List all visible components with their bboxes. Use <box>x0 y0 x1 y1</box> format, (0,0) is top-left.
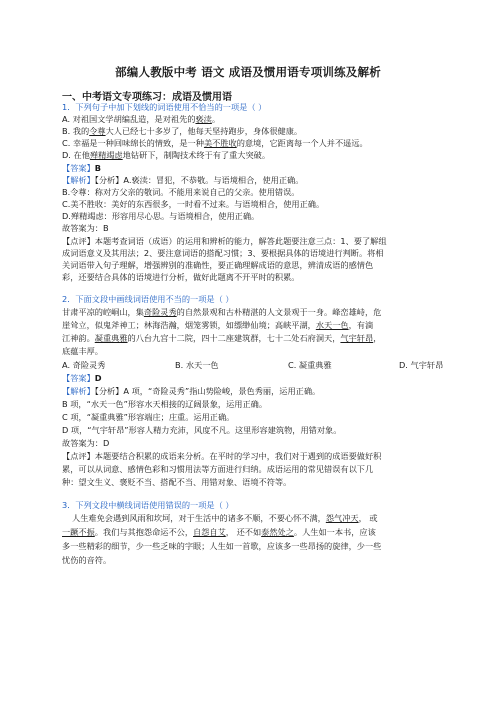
passage-text: 人生难免会遇到风雨和坎坷，对于生活中的诸多不顺，不要心怀不满， <box>72 513 326 523</box>
q1-option-a-underlined: 亵渎 <box>195 114 212 124</box>
analysis-line: 故答案为：D <box>62 438 110 448</box>
q2-analysis <box>62 386 320 397</box>
passage-text: 的八台九宫十二院，四十二座建筑群，七十二处石府洞天， <box>127 333 341 343</box>
q1-option-a-text: A. 对祖国文学胡编乱造，是对祖先的 <box>62 114 196 124</box>
q2-option-b: B. 水天一色 <box>175 360 219 370</box>
analysis-line: D.殚精竭虑：形容用尽心思。与语境相合，使用正确。 <box>62 211 260 221</box>
analysis-line: B 项，“水天一色”形容水天相接的辽阔景象，运用正确。 <box>62 399 268 409</box>
passage-underlined: 泰然处之 <box>261 527 294 537</box>
analysis-line: 故答案为：B <box>62 223 109 233</box>
q2-passage-line <box>62 320 373 331</box>
q1-option-b-text: B. 我的 <box>62 126 90 136</box>
q3-passage-line: 忧伤的音符。 <box>62 555 112 565</box>
q1-answer <box>62 163 101 174</box>
analysis-line: C.美不胜收：美好的东西很多，一时看不过来。与语境相合，使用正确。 <box>62 199 325 209</box>
section-heading: 一、中考语文专项练习：成语及惯用语 <box>62 92 232 103</box>
q2-option-a: A. 奇险灵秀 <box>62 360 106 370</box>
passage-underlined: 自怨自艾 <box>193 527 226 537</box>
comment-line: 成词语意义及其用法；2、要注意词语的搭配习惯；3、要根据具体的语境进行判断。将相 <box>62 248 384 258</box>
q1-stem: 1．下列句子中加下划线的词语使用不恰当的一项是（ ） <box>62 102 267 112</box>
passage-text: 。我们与其抱怨命运不公， <box>94 527 194 537</box>
q1-option-d-tail: 地钻研下，制陶技术终于有了重大突破。 <box>122 150 271 160</box>
passage-text: 江神韵。 <box>62 333 95 343</box>
passage-text: 。人生如一本书，应该 <box>293 527 376 537</box>
q1-option-d <box>62 150 270 161</box>
q1-option-c-text: C. 幸福是一种回味绵长的情致，是一种 <box>62 138 204 148</box>
q2-passage-line: 底蕴丰厚。 <box>62 346 103 356</box>
comment-line: 【点评】本题考查词语（成语）的运用和辨析的能力，解答此题要注意三点：1、要了解组 <box>62 236 387 246</box>
passage-text: ， 还不如 <box>225 527 262 537</box>
analysis-line: B.令尊：称对方父亲的敬词。不能用来说自己的父亲。使用错误。 <box>62 187 300 197</box>
q1-option-c <box>62 138 368 149</box>
q1-analysis <box>62 175 303 186</box>
comment-line: 种：望文生义、褒贬不当、搭配不当、用错对象、语境不符等。 <box>62 477 292 487</box>
answer-tag: 【答案】 <box>62 373 95 383</box>
passage-underlined: 气宇轩昂 <box>340 333 374 343</box>
q2-option-c: C. 凝重典雅 <box>288 360 332 370</box>
answer-value: B <box>94 163 102 173</box>
passage-text: 的自然景观和古朴精湛的人文景观于一身。峰峦雄峙，危 <box>176 307 382 317</box>
analysis-line: 【分析】A 项，“奇险灵秀”指山势险峻，景色秀丽，运用正确。 <box>94 386 321 396</box>
passage-underlined: 怨气冲天 <box>325 513 359 523</box>
q3-stem: 3．下列文段中横线词语使用错误的一项是（ ） <box>62 500 234 510</box>
passage-underlined: 奇险灵秀 <box>143 307 177 317</box>
analysis-line: 【分析】A.亵渎：冒犯，不恭敬。与语境相合，使用正确。 <box>94 175 304 185</box>
q1-option-b-tail: 大人已经七十多岁了，他每天坚持跑步，身体很健康。 <box>105 126 303 136</box>
q3-passage-line <box>72 513 378 524</box>
passage-text: ，有滴 <box>348 320 374 330</box>
passage-text: 崖耸立，似鬼斧神工；林海浩瀚，烟笼雾锁，如缥缈仙境；高峡平湖， <box>62 320 316 330</box>
q1-option-b-underlined: 令尊 <box>89 126 106 136</box>
passage-text: ， 或 <box>358 513 378 523</box>
comment-line: 【点评】本题要结合积累的成语来分析。在平时的学习中，我们对于遇到的成语要做好积 <box>62 451 382 461</box>
q3-passage-line: 多一些精彩的细节，少一些乏味的字眼；人生如一首歌，应该多一些昂扬的旋律，少一些 <box>62 541 382 551</box>
q2-option-d: D. 气宇轩昂 <box>399 360 444 370</box>
analysis-line: D 项，“气宇轩昂”形容人精力充沛，风度不凡。这里形容建筑物，用错对象。 <box>62 425 342 435</box>
comment-line: 累，可以从词意、感情色彩和习惯用法等方面进行归纳。成语运用的常见错误有以下几 <box>62 464 374 474</box>
q1-option-c-tail: 的意境，它距离每一个人并不遥远。 <box>236 138 368 148</box>
analysis-line: C 项，“凝重典雅”形容端庄；庄重。运用正确。 <box>62 412 235 422</box>
q2-passage-line <box>62 307 381 318</box>
q2-passage-line <box>62 333 381 344</box>
passage-text: 甘肃平凉的崆峒山，集 <box>62 307 144 317</box>
passage-text: ， <box>373 333 382 343</box>
q1-option-a-tail: 。 <box>211 114 221 124</box>
page-title: 部编人教版中考 语文 成语及惯用语专项训练及解析 <box>115 65 381 79</box>
comment-line: 彩，还要结合具体的语境进行分析，做好此题离不开平时的积累。 <box>62 272 300 282</box>
analysis-tag: 【解析】 <box>62 386 95 396</box>
comment-line: 关词语带入句子理解，增强辨别的准确性，要正确理解成语的意思，辨清成语的感情色 <box>62 260 374 270</box>
q3-passage-line <box>62 527 376 538</box>
passage-underlined: 水天一色 <box>315 320 349 330</box>
answer-tag: 【答案】 <box>62 163 95 173</box>
q1-option-d-underlined: 殚精竭虑 <box>89 150 123 160</box>
q2-stem: 2．下面文段中画线词语使用不当的一项是（ ） <box>62 294 234 304</box>
q1-option-c-underlined: 美不胜收 <box>203 138 237 148</box>
q1-option-b <box>62 126 302 137</box>
q1-option-a <box>62 114 220 125</box>
q1-option-d-text: D. 在他 <box>62 150 90 160</box>
q2-answer <box>62 373 102 384</box>
answer-value: D <box>94 373 102 383</box>
passage-underlined: 凝重典雅 <box>94 333 128 343</box>
passage-underlined: 一蹶不振 <box>62 527 95 537</box>
analysis-tag: 【解析】 <box>62 175 95 185</box>
